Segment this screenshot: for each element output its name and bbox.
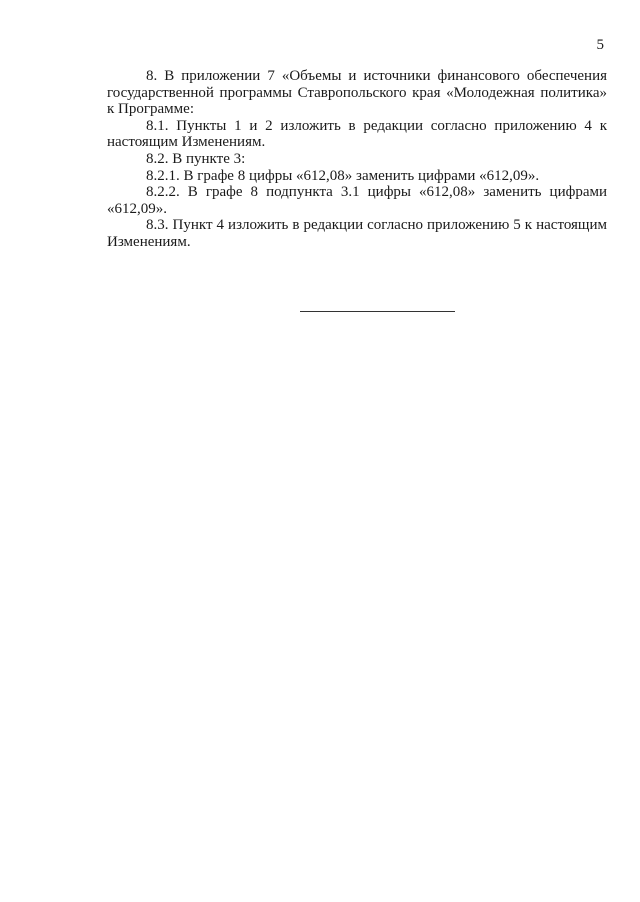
- paragraph-8-2: 8.2. В пункте 3:: [146, 150, 246, 167]
- page-number: 5: [596, 37, 604, 53]
- paragraph-8-2-2: 8.2.2. В графе 8 подпункта 3.1 цифры «612,08» заменить цифрами «612,09».: [107, 184, 607, 217]
- paragraph-8-3: 8.3. Пункт 4 изложить в редакции согласно приложению 5 к настоящим Изменениям.: [107, 217, 607, 250]
- document-body: [107, 68, 607, 251]
- paragraph-8-2-1: 8.2.1. В графе 8 цифры «612,08» заменить цифрами «612,09».: [146, 167, 540, 184]
- paragraph-8-1: 8.1. Пункты 1 и 2 изложить в редакции согласно приложению 4 к настоящим Изменениям.: [107, 117, 607, 151]
- end-separator-line: [300, 311, 455, 312]
- paragraph-8: 8. В приложении 7 «Объемы и источники финансового обеспечения государственной программы Ставропольского края «Молодежная политика» к Программе:: [107, 68, 607, 118]
